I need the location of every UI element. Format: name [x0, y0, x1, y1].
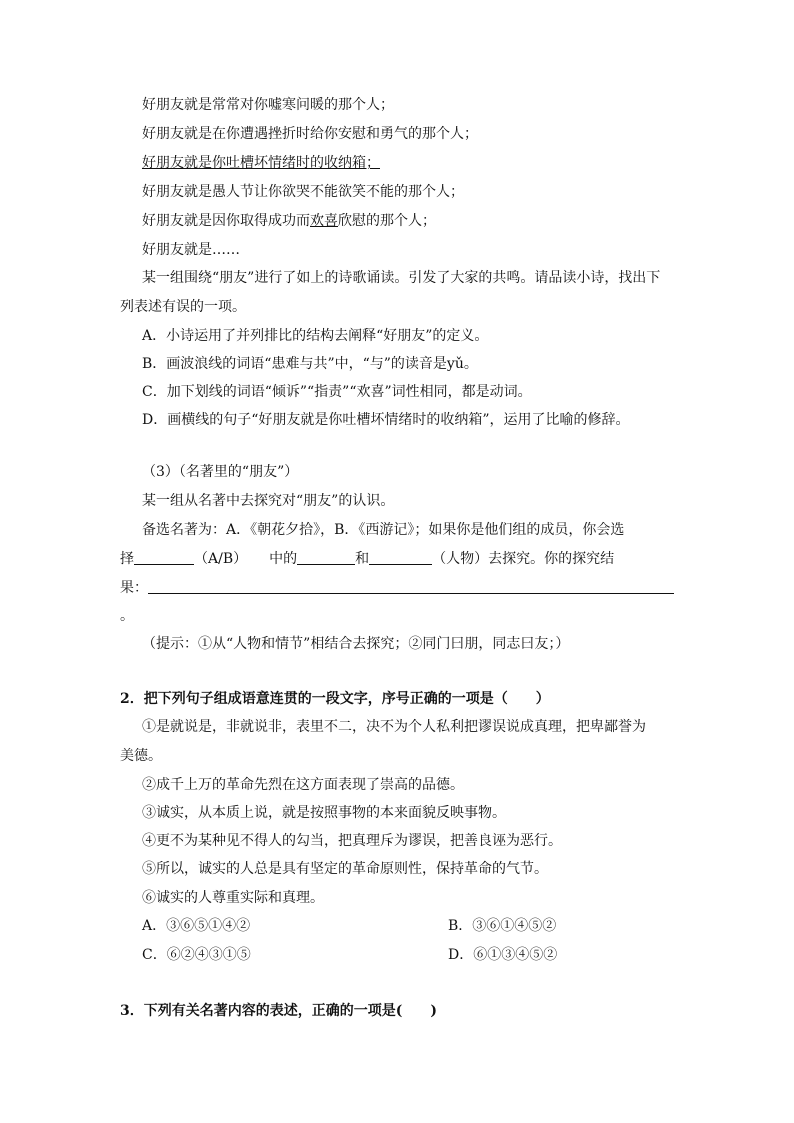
character-blank-1[interactable] — [297, 550, 355, 565]
poem-line-4: 好朋友就是愚人节让你欲哭不能欲笑不能的那个人； — [142, 184, 464, 200]
part3-choose-line — [120, 549, 614, 569]
book-choice-blank[interactable] — [134, 550, 194, 565]
choose-mid: 中的 — [269, 551, 298, 567]
part3-heading: （3）（名著里的“朋友”） — [142, 464, 299, 480]
poem-line-5-pre: 好朋友就是因你取得成功而 — [142, 213, 310, 229]
q2-sentence-5: ⑤所以，诚实的人总是具有坚定的革命原则性，保持革命的气节。 — [142, 861, 548, 877]
poem-line-5 — [142, 211, 436, 231]
choose-prefix: 择 — [120, 551, 134, 567]
poem-option-c: C．加下划线的词语“倾诉”“指责”“欢喜”词性相同，都是动词。 — [142, 384, 532, 400]
part3-result-line — [120, 578, 674, 598]
q2-sentence-1b: 美德。 — [120, 748, 162, 764]
part3-books: 备选名著为：A．《朝花夕拾》，B．《西游记》；如果你是他们组的成员，你会选 — [142, 522, 625, 538]
poem-option-a: A．小诗运用了并列排比的结构去阐释“好朋友”的定义。 — [142, 328, 489, 344]
choose-and: 和 — [355, 551, 370, 567]
q2-sentence-2: ②成千上万的革命先烈在这方面表现了崇高的品德。 — [142, 777, 464, 793]
result-prefix: 果： — [120, 580, 148, 596]
poem-line-5-post: 欣慰的那个人； — [338, 213, 436, 229]
q2-option-a: A．③⑥⑤①④② — [142, 918, 251, 934]
q2-stem: 2．把下列句子组成语意连贯的一段文字，序号正确的一项是（ ） — [120, 691, 550, 707]
poem-line-2: 好朋友就是在你遭遇挫折时给你安慰和勇气的那个人； — [142, 126, 478, 142]
poem-line-6: 好朋友就是…… — [142, 242, 240, 258]
poem-line-3: 好朋友就是你吐槽坏情绪时的收纳箱； — [142, 155, 380, 171]
poem-line-5-underlined: 欢喜 — [310, 213, 338, 229]
poem-question-intro-1: 某一组围绕“朋友”进行了如上的诗歌诵读。引发了大家的共鸣。请品读小诗，找出下 — [142, 270, 661, 286]
result-blank[interactable] — [148, 579, 674, 594]
q2-sentence-4: ④更不为某种见不得人的勾当，把真理斥为谬误，把善良诬为恶行。 — [142, 833, 562, 849]
choose-post: （人物）去探究。你的探究结 — [432, 551, 615, 567]
q2-option-b: B．③⑥①④⑤② — [448, 918, 557, 934]
character-blank-2[interactable] — [369, 550, 432, 565]
part3-result-end: 。 — [120, 608, 134, 624]
q2-option-c: C．⑥②④③①⑤ — [142, 947, 251, 963]
poem-question-intro-2: 列表述有误的一项。 — [120, 299, 246, 315]
choose-ab: （A/B） — [194, 551, 248, 567]
q3-stem: 3．下列有关名著内容的表述，正确的一项是( ) — [120, 1003, 437, 1019]
part3-hint: （提示：①从“人物和情节”相结合去探究；②同门曰朋，同志曰友；） — [142, 636, 570, 652]
poem-line-1: 好朋友就是常常对你嘘寒问暖的那个人； — [142, 97, 394, 113]
poem-option-d: D．画横线的句子“好朋友就是你吐槽坏情绪时的收纳箱”，运用了比喻的修辞。 — [142, 412, 630, 428]
q2-sentence-1a: ①是就说是，非就说非，表里不二，决不为个人私利把谬误说成真理，把卑鄙誉为 — [142, 719, 646, 735]
q2-sentence-6: ⑥诚实的人尊重实际和真理。 — [142, 890, 324, 906]
part3-intro: 某一组从名著中去探究对“朋友”的认识。 — [142, 493, 395, 509]
q2-option-d: D．⑥①③④⑤② — [448, 947, 558, 963]
q2-sentence-3: ③诚实，从本质上说，就是按照事物的本来面貌反映事物。 — [142, 805, 506, 821]
poem-option-b: B．画波浪线的词语“患难与共”中，“与”的读音是yǔ。 — [142, 356, 478, 372]
